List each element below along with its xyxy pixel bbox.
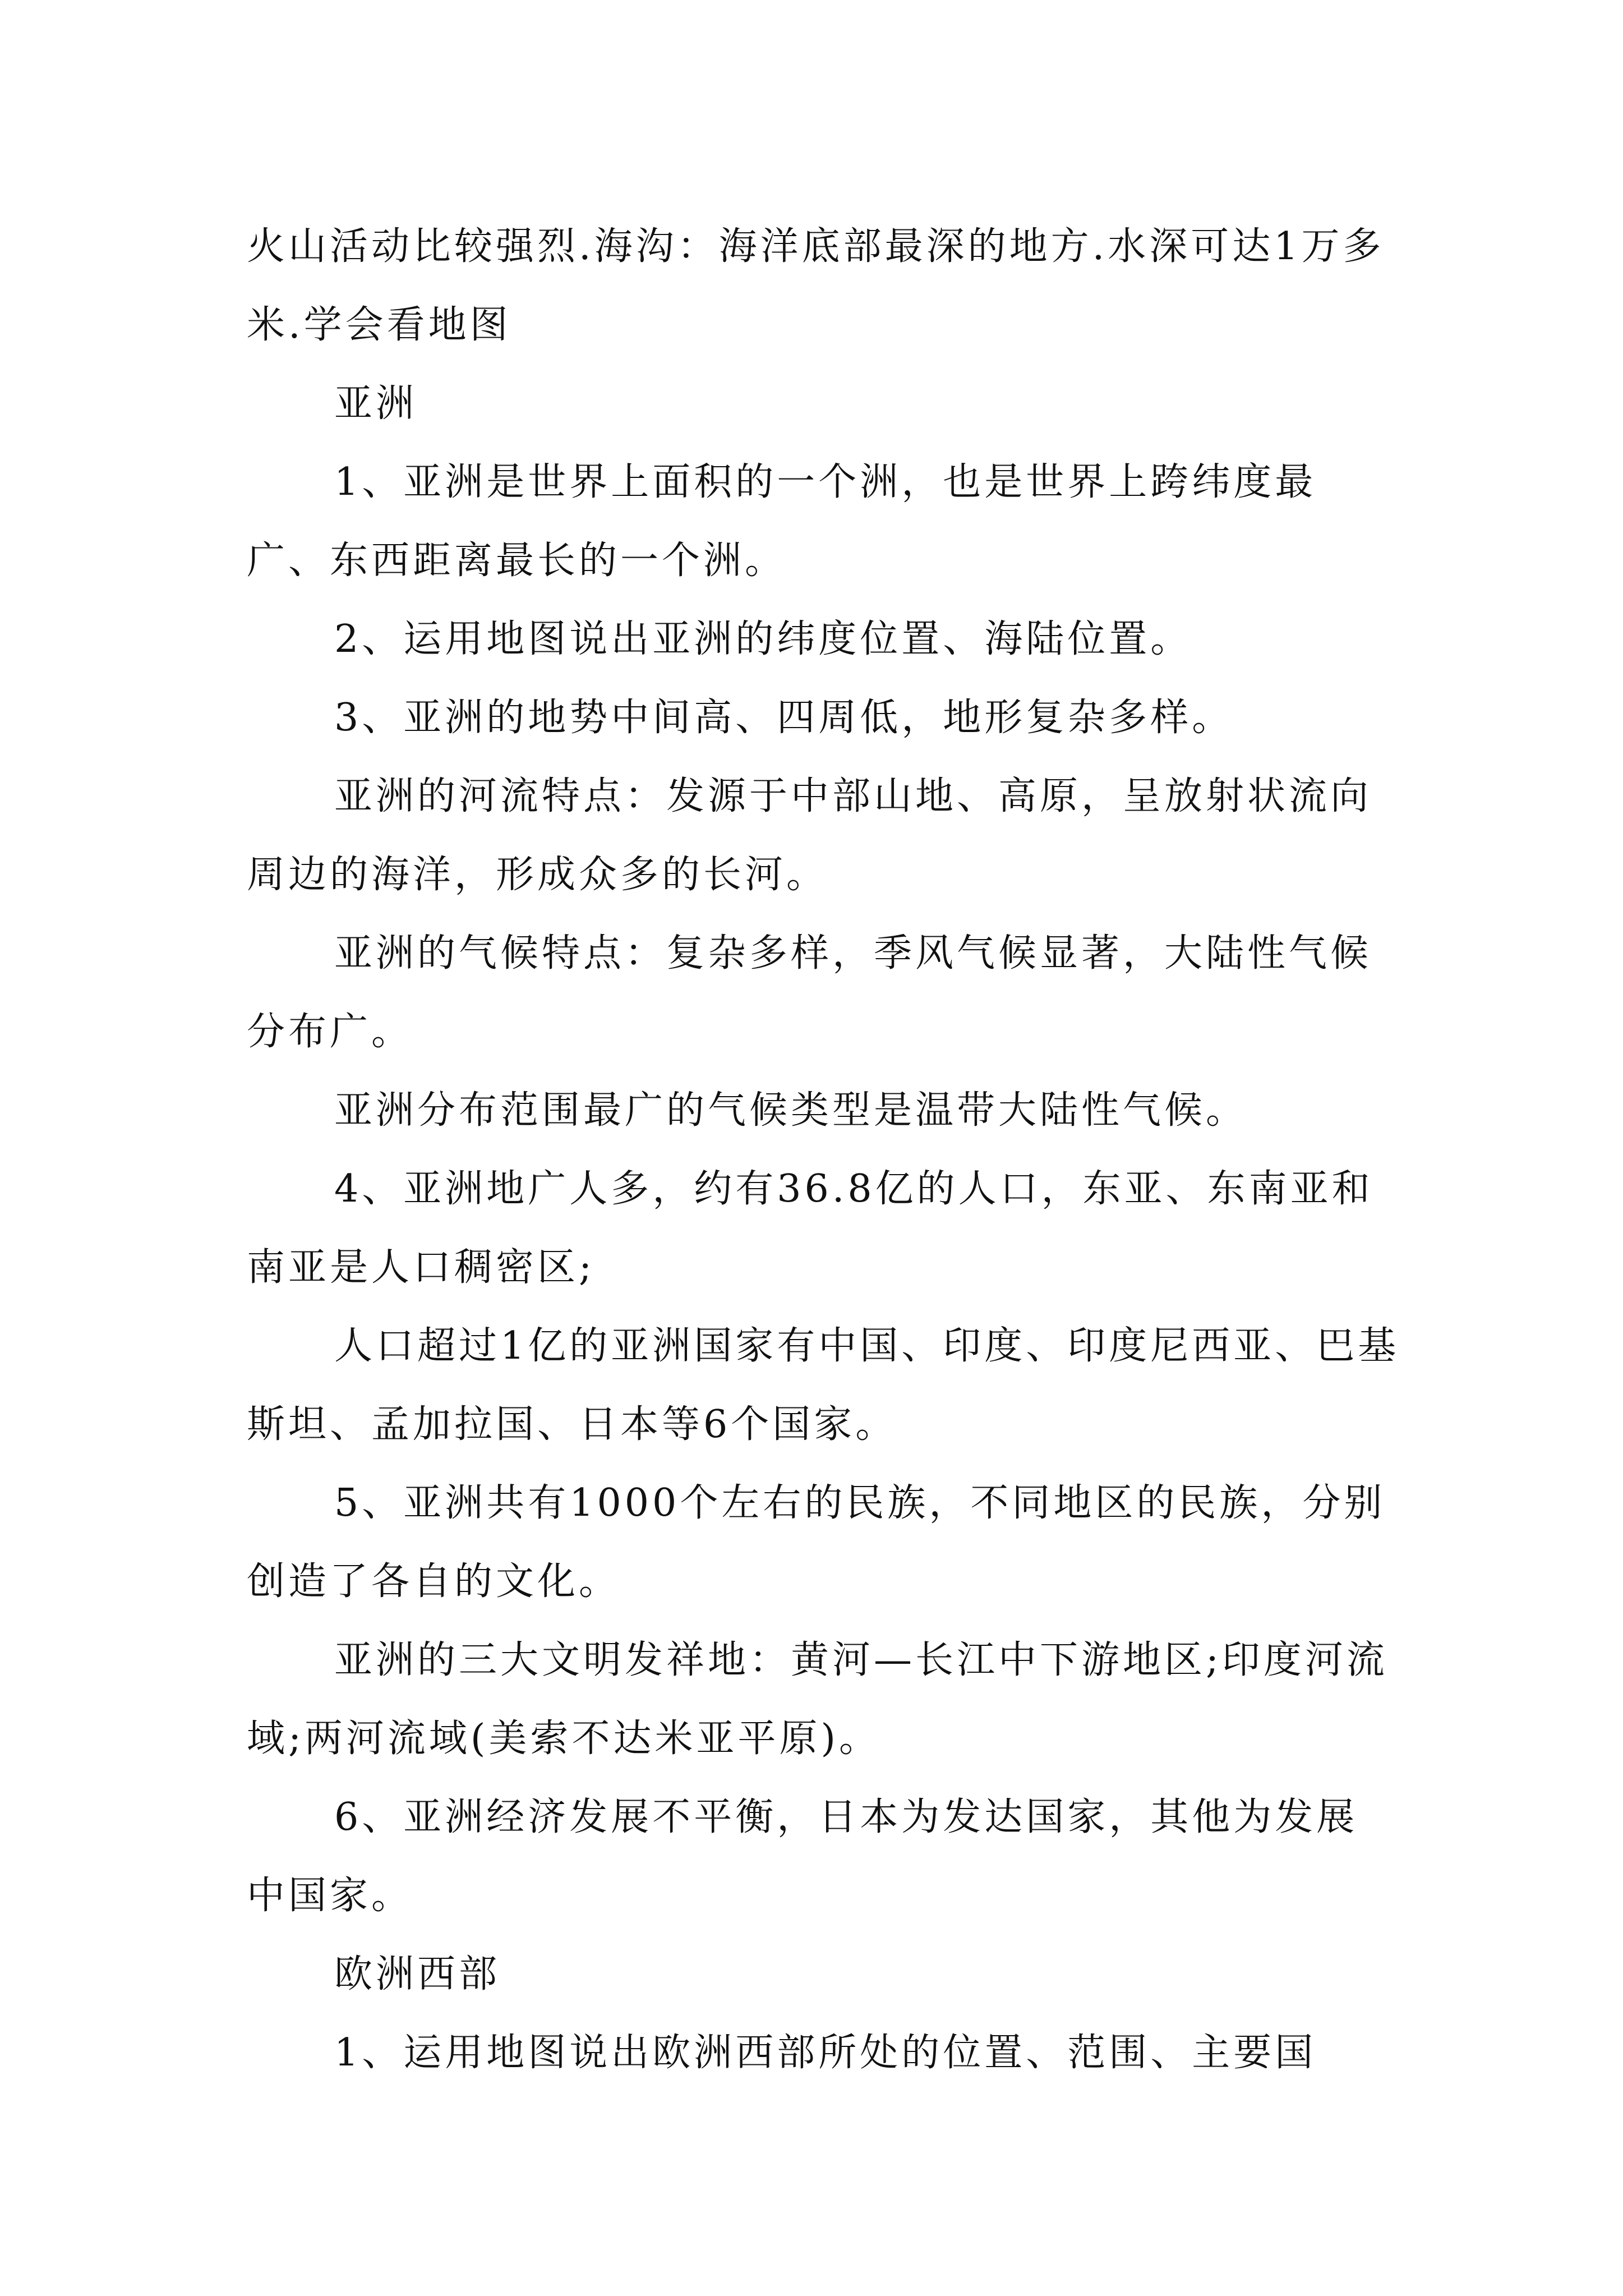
- paragraph-asia-5: 5、亚洲共有1000个左右的民族，不同地区的民族，分别创造了各自的文化。: [247, 1481, 1386, 1604]
- paragraph-asia-climate-type: 亚洲分布范围最广的气候类型是温带大陆性气候。: [334, 1088, 1248, 1133]
- paragraph-asia-population: 人口超过1亿的亚洲国家有中国、印度、印度尼西亚、巴基斯坦、孟加拉国、日本等6个国家。: [247, 1324, 1400, 1447]
- paragraph-asia-civilizations: 亚洲的三大文明发祥地：黄河—长江中下游地区;印度河流域;两河流域(美索不达米亚平原)。: [247, 1638, 1388, 1761]
- paragraph-asia-1: 1、亚洲是世界上面积的一个洲，也是世界上跨纬度最广、东西距离最长的一个洲。: [247, 460, 1317, 583]
- heading-western-europe: 欧洲西部: [334, 1952, 501, 1996]
- document-body: [247, 208, 1400, 2092]
- paragraph-asia-4: 4、亚洲地广人多，约有36.8亿的人口，东亚、东南亚和南亚是人口稠密区;: [247, 1167, 1373, 1290]
- paragraph-asia-2: 2、运用地图说出亚洲的纬度位置、海陆位置。: [334, 617, 1192, 661]
- paragraph-europe-1: 1、运用地图说出欧洲西部所处的位置、范围、主要国: [334, 2031, 1317, 2075]
- paragraph-asia-3: 3、亚洲的地势中间高、四周低，地形复杂多样。: [334, 696, 1234, 740]
- paragraph-asia-climate: 亚洲的气候特点：复杂多样，季风气候显著，大陆性气候分布广。: [247, 931, 1372, 1054]
- paragraph-asia-6: 6、亚洲经济发展不平衡，日本为发达国家，其他为发展中国家。: [247, 1795, 1358, 1918]
- heading-asia: 亚洲: [334, 381, 418, 426]
- paragraph-intro: 火山活动比较强烈.海沟：海洋底部最深的地方.水深可达1万多米.学会看地图: [247, 224, 1385, 347]
- paragraph-asia-rivers: 亚洲的河流特点：发源于中部山地、高原，呈放射状流向周边的海洋，形成众多的长河。: [247, 774, 1372, 897]
